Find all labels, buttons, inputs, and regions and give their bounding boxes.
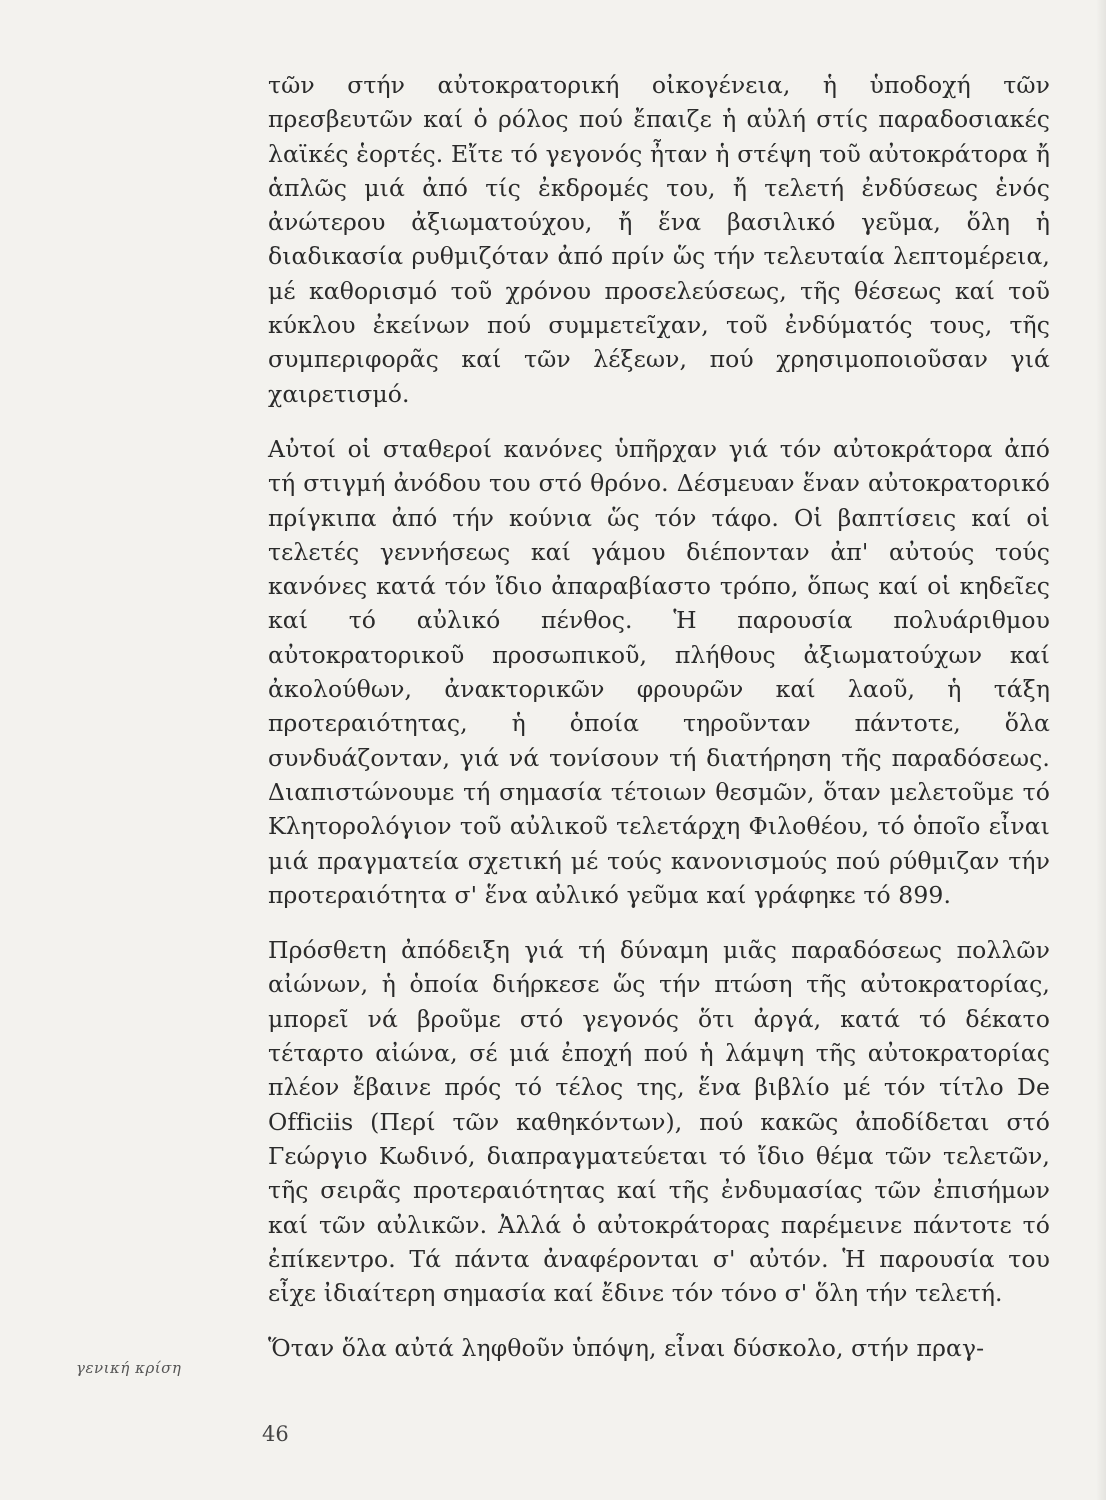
- paragraph-2: Αὐτοί οἱ σταθεροί κανόνες ὑπῆρχαν γιά τόν αὐτοκράτορα ἀπό τή στιγμή ἀνόδου του στό θρόνο. Δέσμευαν ἕναν αὐτοκρατορικό πρίγκιπα ἀπό τήν κούνια ὥς τόν τάφο. Οἱ βαπτίσεις καί οἱ τελετές γεννήσεως καί γάμου διέπονταν ἀπ' αὐτούς τούς κανόνες κατά τόν ἴδιο ἀπαραβίαστο τρόπο, ὅπως καί οἱ κηδεῖες καί τό αὐλικό πένθος. Ἡ παρουσία πολυάριθμου αὐτοκρατορικοῦ προσωπικοῦ, πλήθους ἀξιωματούχων καί ἀκολούθων, ἀνακτορικῶν φρουρῶν καί λαοῦ, ἡ τάξη προτεραιότητας, ἡ ὁποία τηροῦνταν πάντοτε, ὅλα συνδυάζονταν, γιά νά τονίσουν τή διατήρηση τῆς παραδόσεως. Διαπιστώνουμε τή σημασία τέτοιων θεσμῶν, ὅταν μελετοῦμε τό Κλητορολόγιον τοῦ αὐλικοῦ τελετάρχη Φιλοθέου, τό ὁποῖο εἶναι μιά πραγματεία σχετική μέ τούς κανονισμούς πού ρύθμιζαν τήν προτεραιότητα σ' ἕνα αὐλικό γεῦμα καί γράφηκε τό 899.: [268, 434, 1050, 909]
- margin-note: γενική κρίση: [76, 1359, 182, 1377]
- paragraph-4: Ὅταν ὅλα αὐτά ληφθοῦν ὑπόψη, εἶναι δύσκολο, στήν πραγ-: [268, 1334, 985, 1363]
- paragraph-1: τῶν στήν αὐτοκρατορική οἰκογένεια, ἡ ὑποδοχή τῶν πρεσβευτῶν καί ὁ ρόλος πού ἔπαιζε ἡ αὐλή στίς παραδοσιακές λαϊκές ἑορτές. Εἴτε τό γεγονός ἦταν ἡ στέψη τοῦ αὐτοκράτορα ἤ ἁπλῶς μιά ἀπό τίς ἐκδρομές του, ἤ τελετή ἐνδύσεως ἑνός ἀνώτερου ἀξιωματούχου, ἤ ἕνα βασιλικό γεῦμα, ὅλη ἡ διαδικασία ρυθμιζόταν ἀπό πρίν ὥς τήν τελευταία λεπτομέρεια, μέ καθορισμό τοῦ χρόνου προσελεύσεως, τῆς θέσεως καί τοῦ κύκλου ἐκείνων πού συμμετεῖχαν, τοῦ ἐνδύματός τους, τῆς συμπεριφορᾶς καί τῶν λέξεων, πού χρησιμοποιοῦσαν γιά χαιρετισμό.: [268, 71, 1050, 408]
- paragraph-3: Πρόσθετη ἀπόδειξη γιά τή δύναμη μιᾶς παραδόσεως πολλῶν αἰώνων, ἡ ὁποία διήρκεσε ὥς τήν πτώση τῆς αὐτοκρατορίας, μπορεῖ νά βροῦμε στό γεγονός ὅτι ἀργά, κατά τό δέκατο τέταρτο αἰώνα, σέ μιά ἐποχή πού ἡ λάμψη τῆς αὐτοκρατορίας πλέον ἔβαινε πρός τό τέλος της, ἕνα βιβλίο μέ τόν τίτλο De Officiis (Περί τῶν καθηκόντων), πού κακῶς ἀποδίδεται στό Γεώργιο Κωδινό, διαπραγματεύεται τό ἴδιο θέμα τῶν τελετῶν, τῆς σειρᾶς προτεραιότητας καί τῆς ἐνδυμασίας τῶν ἐπισήμων καί τῶν αὐλικῶν. Ἀλλά ὁ αὐτοκράτορας παρέμεινε πάντοτε τό ἐπίκεντρο. Τά πάντα ἀναφέρονται σ' αὐτόν. Ἡ παρουσία του εἶχε ἰδιαίτερη σημασία καί ἔδινε τόν τόνο σ' ὅλη τήν τελετή.: [268, 936, 1050, 1308]
- page-number: 46: [262, 1422, 289, 1446]
- body-text: [268, 68, 1050, 1366]
- page-edge-shadow: [1096, 0, 1106, 1500]
